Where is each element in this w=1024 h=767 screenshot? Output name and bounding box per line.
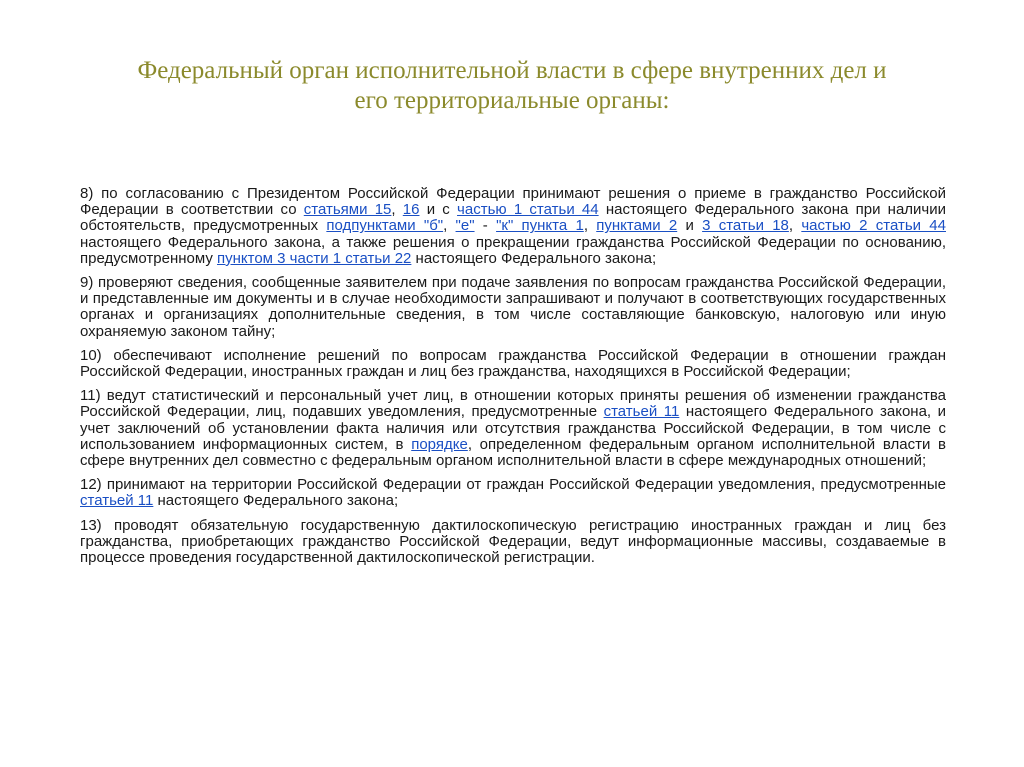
- paragraph-text: 12) принимают на территории Российской Федерации от граждан Российской Федерации уведомления, предусмотренные: [80, 476, 946, 494]
- paragraph-text: -: [474, 217, 497, 235]
- legal-reference-link[interactable]: пунктом 3 части 1 статьи 22: [217, 249, 412, 267]
- legal-reference-link[interactable]: статьями 15: [303, 201, 392, 219]
- paragraph-text: 13) проводят обязательную государственную дактилоскопическую регистрацию иностранных граждан и лиц без гражданства, приобретающих гражданство Российской Федерации, ведут информационные массивы, создаваемые в процессе проведения государственной дактилоскопической регистрации.: [80, 516, 946, 567]
- paragraph-text: и: [677, 217, 703, 235]
- paragraph: [80, 518, 946, 567]
- paragraph-text: настоящего Федерального закона, а также решения о прекращении гражданства Российской Федерации по основанию, предусмотренному: [80, 233, 946, 267]
- legal-reference-link[interactable]: частью 2 статьи 44: [801, 217, 946, 235]
- paragraph-text: 11) ведут статистический и персональный учет лиц, в отношении которых приняты решения об изменении гражданства Российской Федерации, лиц, подавших уведомления, предусмотренные: [80, 387, 946, 421]
- paragraph: [80, 477, 946, 509]
- paragraph-text: ,: [788, 217, 802, 235]
- paragraph: [80, 348, 946, 380]
- legal-reference-link[interactable]: статьей 11: [80, 492, 154, 510]
- paragraph: [80, 186, 946, 267]
- paragraph-text: настоящего Федерального закона;: [411, 249, 657, 267]
- paragraph-text: 9) проверяют сведения, сообщенные заявителем при подаче заявления по вопросам гражданства Российской Федерации, и представленные им документы и в случае необходимости запрашивают и получают в соответствующих государственных органах и организациях дополнительные сведения, в том числе составляющие банковскую, налоговую или иную охраняемую законом тайну;: [80, 274, 946, 340]
- paragraph-text: настоящего Федерального закона;: [153, 492, 399, 510]
- paragraph-text: настоящего Федерального закона при наличии обстоятельств, предусмотренных: [80, 201, 947, 235]
- document-body: [80, 186, 946, 574]
- paragraph-text: 8) по согласованию с Президентом Российской Федерации принимают решения о приеме в гражданство Российской Федерации в соответствии со: [80, 185, 946, 219]
- title-line-2: его территориальные органы:: [354, 87, 670, 114]
- legal-reference-link[interactable]: 16: [402, 201, 420, 219]
- slide-title: [60, 56, 964, 116]
- legal-reference-link[interactable]: порядке: [411, 435, 468, 453]
- legal-reference-link[interactable]: подпунктами "б": [326, 217, 444, 235]
- legal-reference-link[interactable]: "е": [455, 217, 475, 235]
- legal-reference-link[interactable]: статьей 11: [603, 403, 680, 421]
- paragraph: [80, 388, 946, 469]
- paragraph-text: и с: [419, 201, 458, 219]
- title-line-1: Федеральный орган исполнительной власти в сфере внутренних дел и: [137, 57, 887, 84]
- legal-reference-link[interactable]: частью 1 статьи 44: [457, 201, 599, 219]
- paragraph-text: ,: [583, 217, 597, 235]
- legal-reference-link[interactable]: 3 статьи 18: [702, 217, 789, 235]
- paragraph-text: настоящего Федерального закона, и учет заключений об установлении факта наличия или отсутствия гражданства Российской Федерации, в том числе с использованием информационных систем, в: [80, 403, 946, 453]
- legal-reference-link[interactable]: пунктами 2: [596, 217, 678, 235]
- legal-reference-link[interactable]: "к" пункта 1: [496, 217, 584, 235]
- paragraph-text: 10) обеспечивают исполнение решений по вопросам гражданства Российской Федерации в отношении граждан Российской Федерации, иностранных граждан и лиц без гражданства, находящихся в Российской Федерации;: [80, 346, 946, 381]
- paragraph-text: , определенном федеральным органом исполнительной власти в сфере внутренних дел совместно с федеральным органом исполнительной власти в сфере международных отношений;: [80, 435, 947, 470]
- paragraph-text: ,: [443, 217, 456, 235]
- paragraph-text: ,: [391, 201, 403, 219]
- paragraph: [80, 275, 946, 340]
